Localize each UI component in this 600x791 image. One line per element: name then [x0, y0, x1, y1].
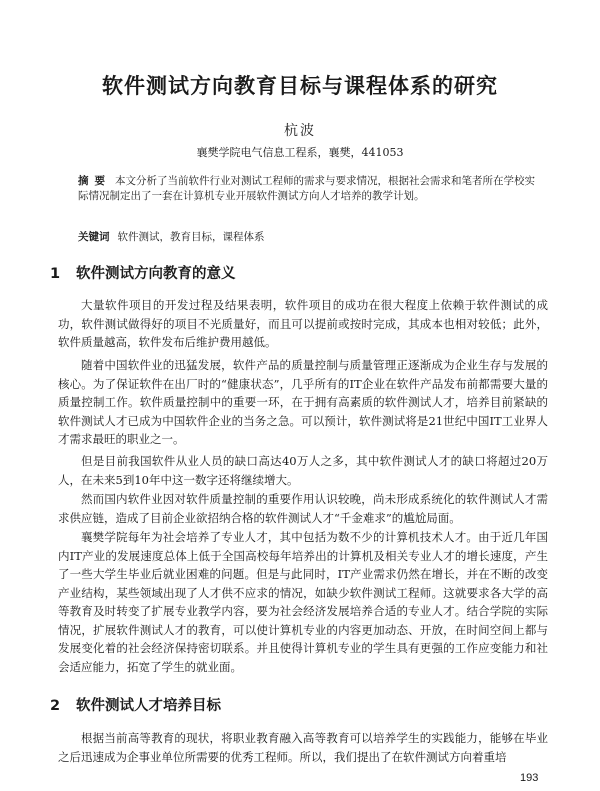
section-heading-2 — [50, 694, 221, 715]
paper-title: 软件测试方向教育目标与课程体系的研究 — [102, 74, 498, 98]
section-heading-1 — [50, 262, 236, 283]
page-number: 193 — [520, 772, 539, 784]
abstract-text: 本文分析了当前软件行业对测试工程师的需求与要求情况，根据社会需求和笔者所在学校实际情况制定出了一套在计算机专业开展软件测试方向人才培养的教学计划。 — [78, 175, 535, 202]
section-number: 2 — [50, 698, 61, 714]
paragraph: 根据当前高等教育的现状，将职业教育融入高等教育可以培养学生的实践能力，能够在毕业之后迅速成为企事业单位所需要的优秀工程师。所以，我们提出了在软件测试方向着重培 — [58, 731, 548, 764]
abstract — [78, 174, 538, 204]
abstract-label: 摘要 — [78, 175, 111, 187]
paragraph: 大量软件项目的开发过程及结果表明，软件项目的成功在很大程度上依赖于软件测试的成功，软件测试做得好的项目不光质量好，而且可以提前或按时完成，其成本也相对较低；此外，软件质量越高，软件发布后维护费用越低。 — [58, 298, 548, 349]
keywords-text: 软件测试，教育目标，课程体系 — [117, 231, 265, 243]
paragraph: 然而国内软件业因对软件质量控制的重要作用认识较晚，尚未形成系统化的软件测试人才需求供应链，造成了目前企业欲招纳合格的软件测试人才“千金难求”的尴尬局面。 — [58, 492, 548, 525]
section-title: 软件测试方向教育的意义 — [76, 266, 236, 282]
paragraph: 襄樊学院每年为社会培养了专业人才，其中包括为数不少的计算机技术人才。由于近几年国内IT产业的发展速度总体上低于全国高校每年培养出的计算机及相关专业人才的增长速度，产生了一些大学生毕业后就业困难的问题。但是与此同时，IT产业需求仍然在增长，并在不断的改变产业结构，某些领域出现了人才供不应求的情况，如缺少软件测试工程师。这就要求各大学的高等教育及时转变了扩展专业教学内容，要为社会经济发展培养合适的专业人才。结合学院的实际情况，扩展软件测试人才的教育，可以使计算机专业的内容更加动态、开放，在时间空间上都与发展变化着的社会经济保持密切联系。并且使得计算机专业的学生具有更强的工作应变能力和社会适应能力，拓宽了学生的就业面。 — [58, 530, 548, 674]
keywords-label: 关键词 — [78, 231, 110, 243]
author-affiliation: 襄樊学院电气信息工程系，襄樊，441053 — [196, 146, 404, 159]
section-title: 软件测试人才培养目标 — [76, 698, 221, 714]
section-number: 1 — [50, 266, 61, 282]
keywords — [78, 229, 538, 244]
paragraph: 但是目前我国软件从业人员的缺口高达40万人之多，其中软件测试人才的缺口将超过20万人，在未来5到10年中这一数字还将继续增大。 — [58, 454, 548, 487]
paragraph: 随着中国软件业的迅猛发展，软件产品的质量控制与质量管理正逐渐成为企业生存与发展的核心。为了保证软件在出厂时的“健康状态”，几乎所有的IT企业在软件产品发布前都需要大量的质量控制工作。软件质量控制中的重要一环，在于拥有高素质的软件测试人才，培养目前紧缺的软件测试人才已成为中国软件企业的当务之急。可以预计，软件测试将是21世纪中国IT工业界人才需求最旺的职业之一。 — [58, 358, 548, 446]
author-name: 杭波 — [284, 123, 316, 139]
